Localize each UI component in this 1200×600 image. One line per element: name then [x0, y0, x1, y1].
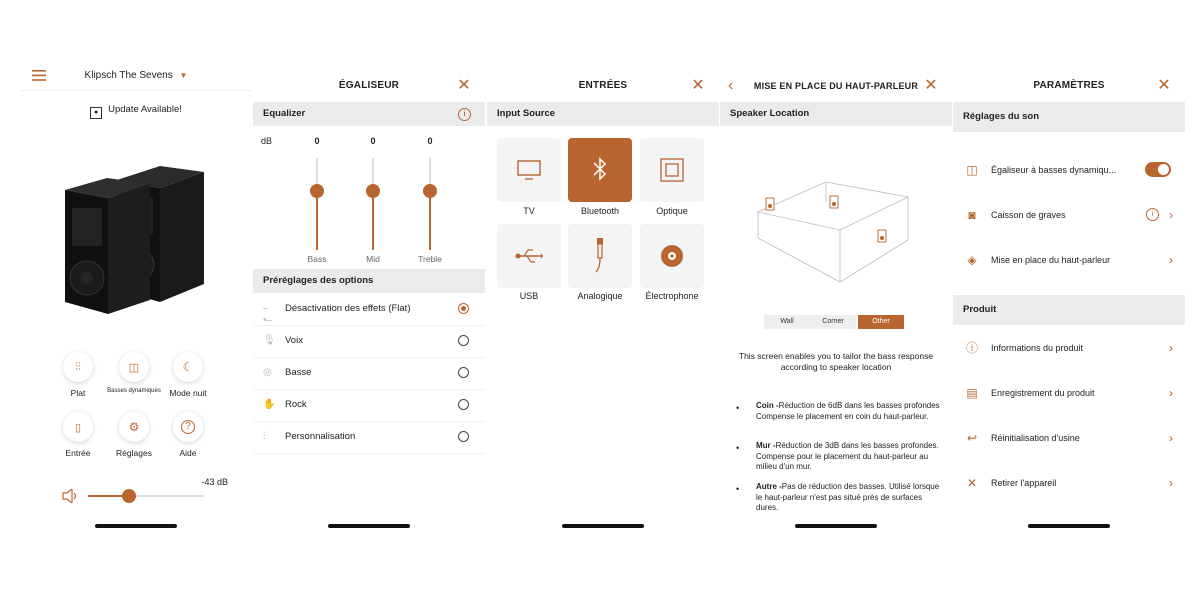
- volume-thumb[interactable]: [122, 489, 136, 503]
- help-icon: ?: [181, 420, 195, 434]
- remove-icon: ✕: [966, 476, 978, 490]
- chevron-right-icon: ›: [1169, 341, 1173, 355]
- radio[interactable]: [458, 399, 469, 410]
- update-icon: ●: [90, 107, 102, 119]
- dynamic-bass-toggle[interactable]: [1145, 162, 1171, 177]
- info-icon: ⓘ: [965, 341, 978, 355]
- equalizer-section: [253, 102, 485, 126]
- device-selector[interactable]: [20, 70, 252, 81]
- speaker-location-section: Speaker Location: [720, 102, 952, 126]
- volume-value: -43 dB: [201, 477, 228, 487]
- treble-thumb[interactable]: [423, 184, 437, 198]
- product-registration-row[interactable]: [953, 371, 1185, 415]
- dynamic-bass-label: Basses dynamiques: [107, 388, 161, 394]
- subwoofer-icon: ◙: [968, 208, 976, 222]
- input-icon: ▯: [74, 421, 82, 434]
- sound-settings-section: Réglages du son: [953, 102, 1185, 132]
- preset-flat[interactable]: [253, 293, 485, 326]
- speaker-placement-label: Mise en place du haut-parleur: [991, 255, 1111, 265]
- treble-value: 0: [427, 136, 433, 146]
- db-label: dB: [261, 136, 273, 146]
- placement-icon: ◈: [967, 253, 977, 267]
- home-top-bar: [20, 62, 252, 91]
- info-icon[interactable]: i: [1146, 208, 1159, 221]
- treble-label: Treble: [418, 254, 442, 264]
- placement-title: MISE EN PLACE DU HAUT-PARLEUR: [753, 81, 919, 91]
- mid-label: Mid: [366, 254, 380, 264]
- factory-reset-label: Réinitialisation d'usine: [991, 433, 1080, 443]
- chevron-right-icon: ›: [1169, 431, 1173, 445]
- source-analog[interactable]: [568, 224, 632, 288]
- settings-title: PARAMÈTRES: [1033, 80, 1105, 91]
- bullet-other: [756, 482, 946, 514]
- inputs-screen: [487, 62, 719, 540]
- close-icon[interactable]: ✕: [691, 77, 705, 94]
- radio[interactable]: [458, 431, 469, 442]
- flat-button[interactable]: [50, 352, 106, 398]
- bullet-text: Réduction de 3dB dans les basses profondes. Compense pour le placement du haut-parleur au milieu d'un mur.: [756, 441, 939, 471]
- info-icon[interactable]: i: [458, 108, 471, 121]
- usb-icon: [515, 248, 543, 264]
- tv-icon: [517, 160, 541, 180]
- flat-label: Plat: [70, 388, 86, 398]
- source-tv[interactable]: [497, 138, 561, 202]
- home-indicator: [328, 524, 410, 528]
- turntable-icon: [660, 244, 684, 268]
- preset-custom[interactable]: [253, 421, 485, 454]
- dynamic-bass-button[interactable]: [106, 352, 162, 394]
- source-usb[interactable]: [497, 224, 561, 288]
- home-indicator: [795, 524, 877, 528]
- dynamic-bass-label: Égaliseur à basses dynamiqu...: [991, 165, 1117, 175]
- settings-button[interactable]: [106, 412, 162, 458]
- volume-slider[interactable]: [88, 495, 204, 497]
- bluetooth-icon: [592, 156, 608, 182]
- treble-fill: [429, 192, 431, 250]
- close-icon[interactable]: ✕: [457, 77, 471, 94]
- night-mode-icon: ☾: [182, 360, 194, 374]
- analog-icon: [594, 238, 606, 274]
- usb-label: USB: [519, 291, 539, 301]
- speaker-placement-row[interactable]: [953, 238, 1185, 282]
- preset-label: Désactivation des effets (Flat): [285, 303, 411, 314]
- preset-label: Rock: [285, 399, 307, 410]
- preset-label: Voix: [285, 335, 303, 346]
- dynamic-bass-icon: ◫: [128, 361, 140, 374]
- product-section: Produit: [953, 295, 1185, 325]
- bullet-text: Pas de réduction des basses. Utilisé lorsque le haut-parleur n'est pas situé près de surfaces dures.: [756, 482, 940, 512]
- bullet-corner: [756, 401, 946, 422]
- home-indicator: [562, 524, 644, 528]
- caret-down-icon: ▼: [179, 71, 188, 80]
- home-screen: [20, 62, 252, 540]
- preset-bass[interactable]: [253, 357, 485, 390]
- optical-label: Optique: [656, 206, 688, 216]
- preset-label: Basse: [285, 367, 312, 378]
- radio-selected[interactable]: [458, 303, 469, 314]
- subwoofer-label: Caisson de graves: [991, 210, 1066, 220]
- remove-device-label: Retirer l'appareil: [991, 478, 1057, 488]
- settings-icon: ⚙: [128, 420, 140, 434]
- dynamic-bass-icon: ◫: [966, 163, 978, 177]
- bass-value: 0: [314, 136, 320, 146]
- option-wall[interactable]: Wall: [764, 315, 810, 329]
- input-button[interactable]: [50, 412, 106, 458]
- microphone-icon: 🎙: [263, 335, 276, 346]
- tv-label: TV: [523, 206, 535, 216]
- close-icon[interactable]: ✕: [924, 77, 938, 94]
- input-label: Entrée: [65, 448, 91, 458]
- placement-description: This screen enables you to tailor the bass response according to speaker location: [738, 351, 934, 372]
- product-info-row[interactable]: [953, 326, 1185, 370]
- equalizer-title: ÉGALISEUR: [338, 80, 400, 91]
- bass-fill: [316, 192, 318, 250]
- product-registration-label: Enregistrement du produit: [991, 388, 1095, 398]
- preset-rock[interactable]: [253, 389, 485, 422]
- mid-thumb[interactable]: [366, 184, 380, 198]
- inputs-title: ENTRÉES: [578, 80, 628, 91]
- analog-label: Analogique: [577, 291, 623, 301]
- speaker-placement-screen: [720, 62, 952, 540]
- bullet-term: Mur -: [756, 441, 776, 450]
- back-icon[interactable]: ‹: [728, 77, 734, 94]
- radio[interactable]: [458, 335, 469, 346]
- bluetooth-label: Bluetooth: [580, 206, 620, 216]
- settings-screen: [953, 62, 1185, 540]
- source-turntable[interactable]: [640, 224, 704, 288]
- speaker-icon: ◎: [263, 367, 272, 378]
- bullet-text: Réduction de 6dB dans les basses profondes Compense le placement en coin du haut-parleur.: [756, 401, 940, 421]
- source-optical[interactable]: [640, 138, 704, 202]
- device-name: Klipsch The Sevens: [84, 70, 173, 81]
- preset-label: Personnalisation: [285, 431, 356, 442]
- bullet-term: Autre -: [756, 482, 782, 491]
- remove-device-row[interactable]: [953, 461, 1185, 505]
- help-button[interactable]: [160, 412, 216, 458]
- flat-icon: –•–: [263, 303, 273, 326]
- presets-section: Préréglages des options: [253, 269, 485, 293]
- factory-reset-row[interactable]: [953, 416, 1185, 460]
- night-mode-button[interactable]: [160, 352, 216, 398]
- preset-voice[interactable]: [253, 325, 485, 358]
- source-bluetooth[interactable]: [568, 138, 632, 202]
- product-info-label: Informations du produit: [991, 343, 1084, 353]
- bullet-term: Coin -: [756, 401, 779, 410]
- settings-label: Réglages: [116, 448, 152, 458]
- help-label: Aide: [179, 448, 197, 458]
- option-other[interactable]: Other: [858, 315, 904, 329]
- bullet-wall: [756, 441, 946, 473]
- mid-fill: [372, 192, 374, 250]
- subwoofer-row[interactable]: [953, 193, 1185, 237]
- rock-hand-icon: ✋: [263, 399, 276, 410]
- home-indicator: [1028, 524, 1110, 528]
- update-available-banner[interactable]: [20, 104, 252, 119]
- update-label: Update Available!: [108, 104, 182, 115]
- chevron-right-icon: ›: [1169, 253, 1173, 267]
- equalizer-section-label: Equalizer: [263, 108, 306, 119]
- register-icon: ▤: [966, 386, 978, 400]
- optical-icon: [660, 158, 684, 182]
- close-icon[interactable]: ✕: [1157, 77, 1171, 94]
- input-source-section: Input Source: [487, 102, 719, 126]
- sliders-icon: ⫶: [263, 431, 266, 442]
- mid-value: 0: [370, 136, 376, 146]
- radio[interactable]: [458, 367, 469, 378]
- home-indicator: [95, 524, 177, 528]
- bass-label: Bass: [307, 254, 327, 264]
- room-diagram: [756, 172, 916, 287]
- chevron-right-icon: ›: [1169, 208, 1173, 222]
- reset-icon: ↩: [966, 431, 978, 445]
- chevron-right-icon: ›: [1169, 476, 1173, 490]
- bass-thumb[interactable]: [310, 184, 324, 198]
- night-mode-label: Mode nuit: [169, 388, 207, 398]
- speaker-image: [62, 160, 212, 315]
- equalizer-screen: [253, 62, 485, 540]
- equalizer-icon: ⫶⫶: [75, 360, 81, 373]
- option-corner[interactable]: Corner: [810, 315, 856, 329]
- turntable-label: Électrophone: [645, 291, 699, 301]
- chevron-right-icon: ›: [1169, 386, 1173, 400]
- dynamic-bass-row[interactable]: [953, 148, 1185, 192]
- volume-icon: [62, 489, 78, 503]
